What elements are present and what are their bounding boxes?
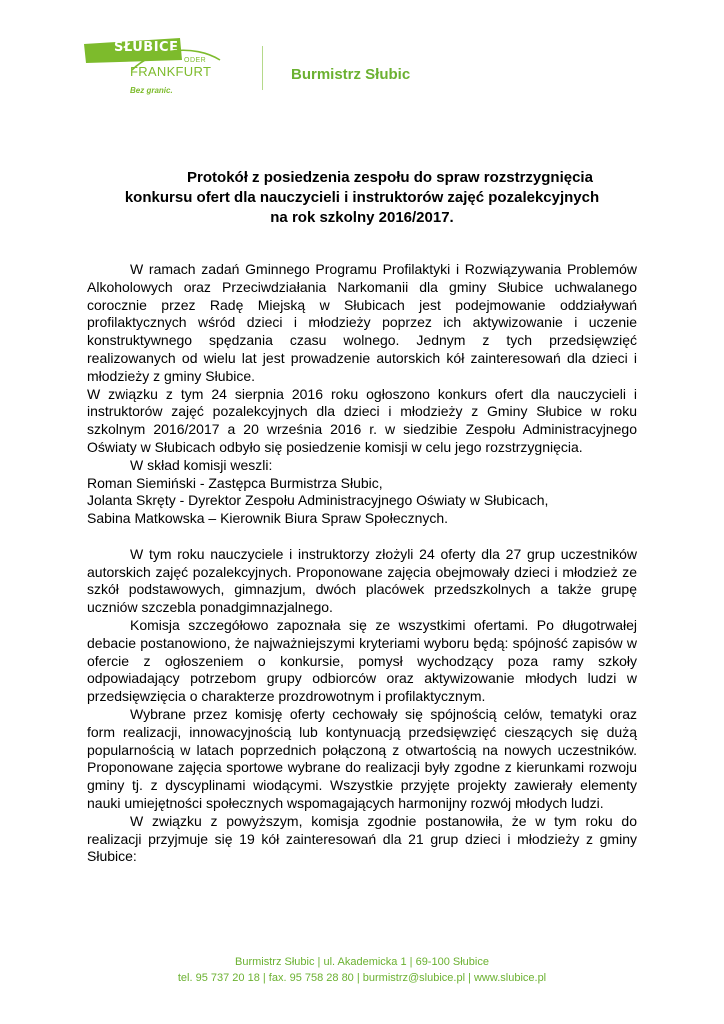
mayor-title: Burmistrz Słubic	[291, 66, 411, 83]
slubice-logo	[84, 28, 230, 100]
document-title	[70, 168, 654, 228]
body-paragraph: W tym roku nauczyciele i instruktorzy złożyli 24 oferty dla 27 grup uczestników autorskich zajęć pozalekcyjnych. Proponowane zajęcia obejmowały dzieci i młodzież ze szkół podstawowych, gimnazjum, dwóch placówek przedszkolnych a także grupę uczniów szczebla ponadgimnazjalnego.	[87, 545, 637, 616]
body-paragraph: W związku z tym 24 sierpnia 2016 roku ogłoszono konkurs ofert dla nauczycieli i instruktorów zajęć pozalekcyjnych dla dzieci i młodzieży z Gminy Słubice w roku szkolnym 2016/2017 a 20 września 2016 r. w siedzibie Zespołu Administracyjnego Oświaty w Słubicach odbyło się posiedzenie komisji w celu jego rozstrzygnięcia.	[87, 385, 637, 455]
paragraph-gap	[87, 528, 637, 546]
committee-member: Roman Siemiński - Zastępca Burmistrza Słubic,	[87, 474, 383, 491]
logo-oder: ODER	[184, 57, 207, 64]
title-line: na rok szkolny 2016/2017.	[270, 209, 454, 226]
document-body	[87, 261, 637, 866]
footer-address: Burmistrz Słubic | ul. Akademicka 1 | 69-100 Słubice	[235, 956, 489, 968]
body-paragraph: W skład komisji weszli:	[130, 456, 273, 473]
title-line: konkursu ofert dla nauczycieli i instruktorów zajęć pozalekcyjnych	[124, 189, 600, 206]
committee-member: Sabina Matkowska – Kierownik Biura Spraw Społecznych.	[87, 510, 449, 527]
body-paragraph: W związku z powyższym, komisja zgodnie postanowiła, że w tym roku do realizacji przyjmuje się 19 kół zainteresowań dla 21 grup dzieci i młodzieży z gminy Słubice:	[87, 812, 637, 865]
body-paragraph: Komisja szczegółowo zapoznała się ze wszystkimi ofertami. Po długotrwałej debacie postanowiono, że najważniejszymi kryteriami wyboru będą: spójność zapisów w ofercie z ogłoszeniem o konkursie, pomysł wychodzący poza ramy szkoły odpowiadający potrzebom grupy odbiorców oraz aktywizowanie młodych ludzi w przedsięwzięcia o charakterze prozdrowotnym i profilaktycznym.	[87, 616, 637, 705]
footer	[0, 954, 724, 986]
logo-slogan: Bez granic.	[130, 86, 173, 95]
header-divider	[262, 46, 263, 90]
body-paragraph: W ramach zadań Gminnego Programu Profilaktyki i Rozwiązywania Problemów Alkoholowych oraz Przeciwdziałania Narkomanii dla gminy Słubice uchwalanego corocznie przez Radę Miejską w Słubicach jest podejmowanie oddziaływań profilaktycznych wśród dzieci i młodzieży poprzez ich aktywizowanie i uczenie konstruktywnego spędzania czasu wolnego. Jednym z tych przedsięwzięć realizowanych od wielu lat jest prowadzenie autorskich kół zainteresowań dla dzieci i młodzieży z gminy Słubice.	[87, 261, 637, 384]
body-paragraph: Wybrane przez komisję oferty cechowały się spójnością celów, tematyki oraz form realizacji, innowacyjnością lub kontynuacją przedsięwzięć cieszących się dużą popularnością w latach poprzednich połączoną z otwartością na nowych uczestników. Proponowane zajęcia sportowe wybrane do realizacji były zgodne z kierunkami rozwoju gminy tj. z dyscyplinami wiodącymi. Wszystkie przyjęte projekty zawierały elementy nauki umiejętności społecznych wspomagających harmonijny rozwój młodych ludzi.	[87, 705, 637, 811]
title-line: Protokół z posiedzenia zespołu do spraw rozstrzygnięcia	[187, 169, 593, 186]
logo-name: SŁUBICE	[114, 40, 179, 55]
committee-member: Jolanta Skręty - Dyrektor Zespołu Administracyjnego Oświaty w Słubicach,	[87, 492, 549, 509]
logo-frankfurt: FRANKFURT	[130, 64, 212, 79]
footer-contact: tel. 95 737 20 18 | fax. 95 758 28 80 | burmistrz@slubice.pl | www.slubice.pl	[177, 972, 547, 984]
